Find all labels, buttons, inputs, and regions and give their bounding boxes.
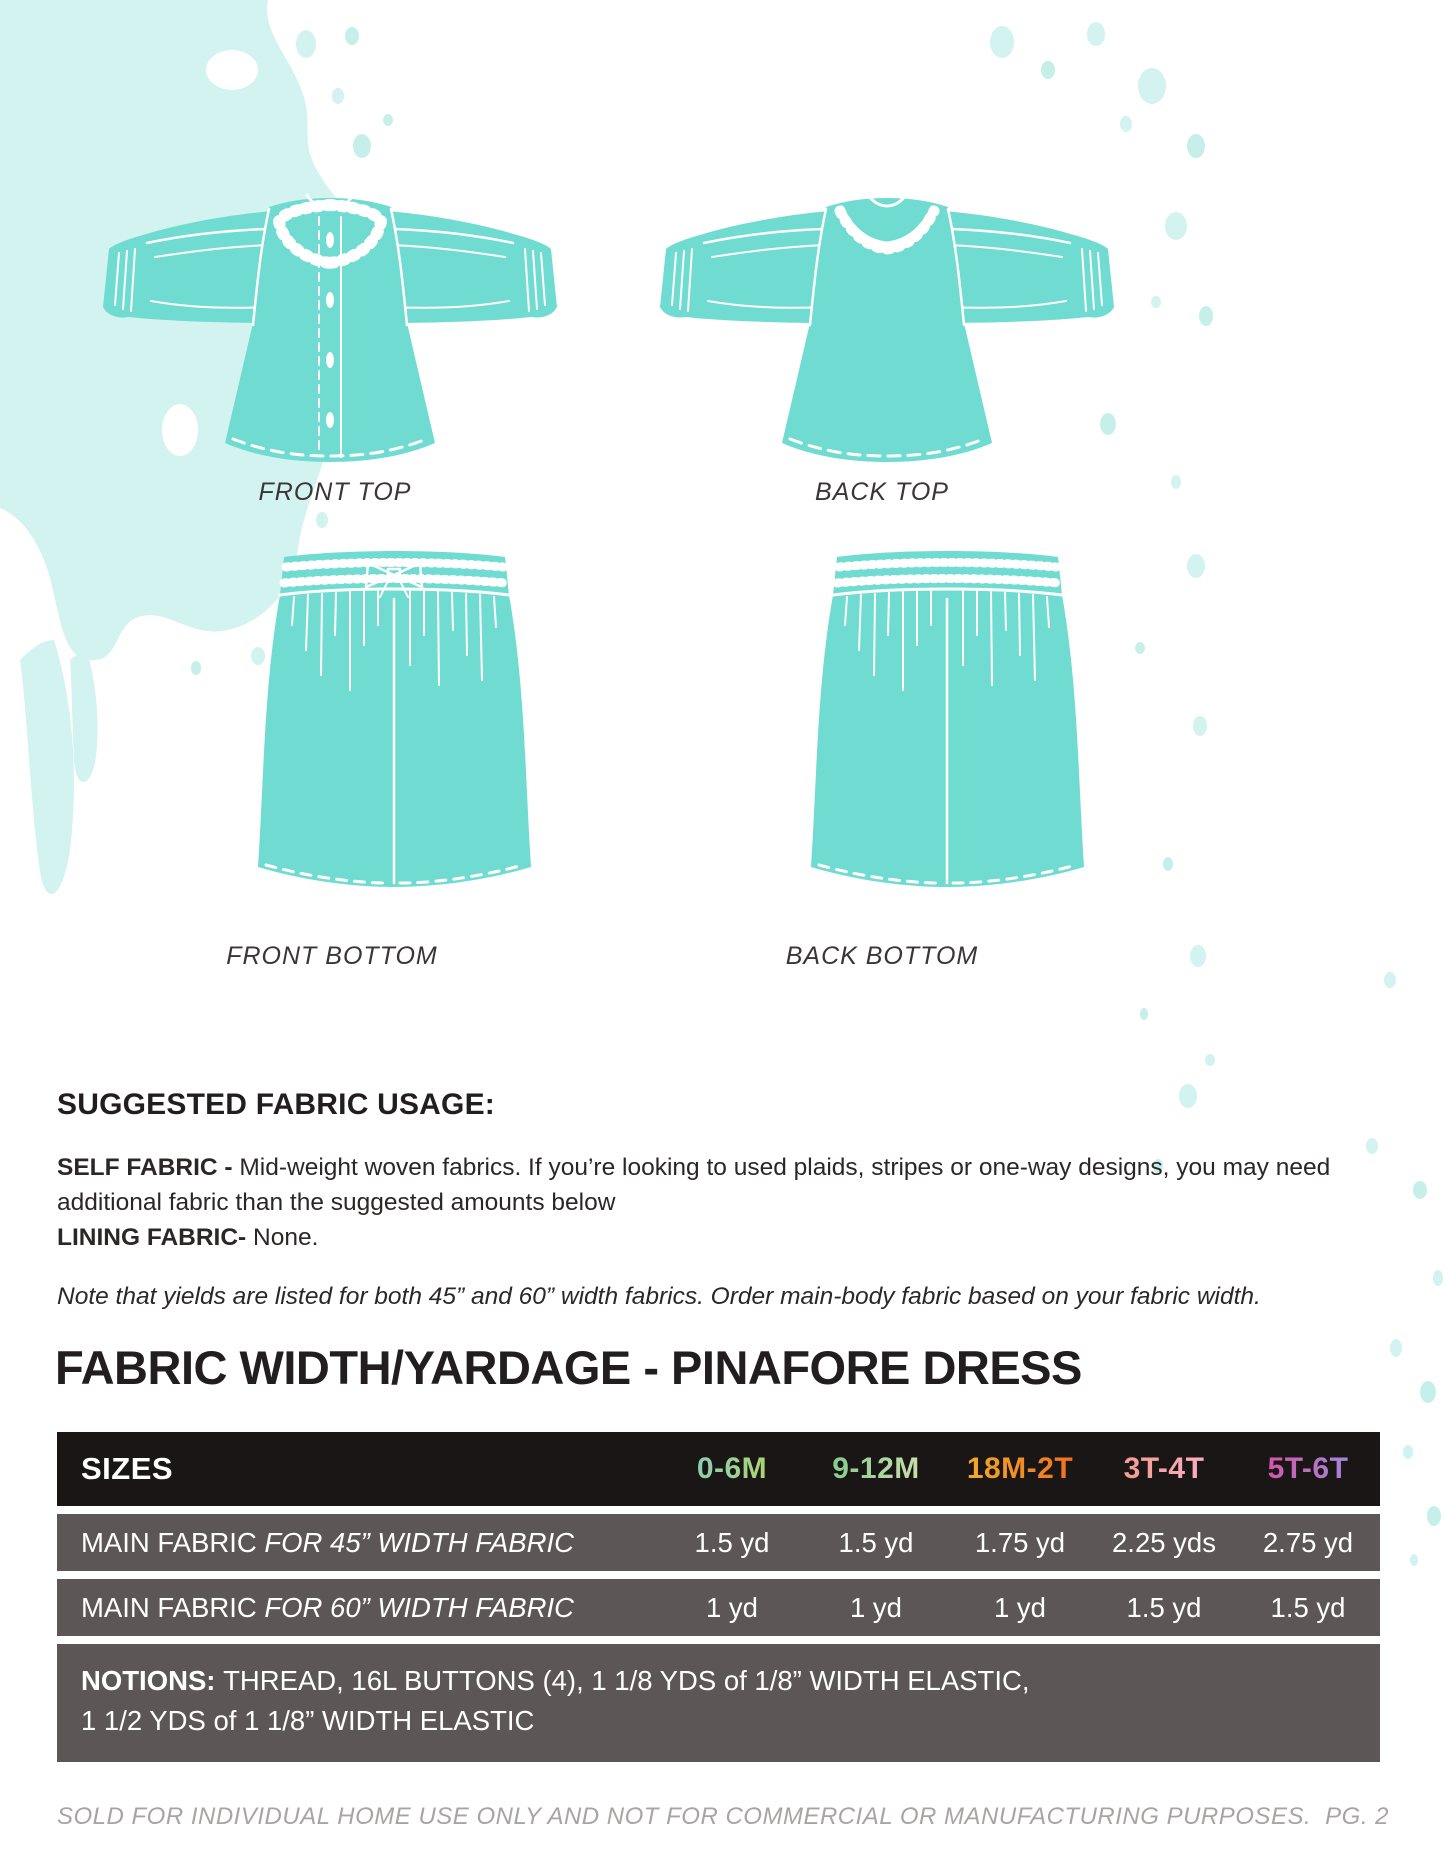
self-fabric-text: Mid-weight woven fabrics. If you’re looking to used plaids, stripes or one-way designs, you may need additional fabric than the suggested amounts below <box>57 1154 1331 1216</box>
yardage-table-header <box>57 1432 1380 1506</box>
footer-disclaimer: SOLD FOR INDIVIDUAL HOME USE ONLY AND NOT FOR COMMERCIAL OR MANUFACTURING PURPOSES. <box>57 1803 1312 1830</box>
back-top-label: BACK TOP <box>815 478 949 506</box>
suggested-fabric-usage-heading: SUGGESTED FABRIC USAGE: <box>57 1088 495 1121</box>
yardage-note: Note that yields are listed for both 45” and 60” width fabrics. Order main-body fabric based on your fabric width. <box>57 1283 1261 1310</box>
notions-line1: THREAD, 16L BUTTONS (4), 1 1/8 YDS of 1/8” WIDTH ELASTIC, <box>223 1665 1030 1696</box>
size-col-3t-4t: 3T-4T <box>1092 1452 1236 1486</box>
size-col-0-6m: 0-6M <box>660 1452 804 1486</box>
front-bottom-shorts-illustration <box>222 535 567 915</box>
value-cell: 2.75 yd <box>1262 1526 1354 1558</box>
footer-page-number: PG. 2 <box>1325 1803 1389 1830</box>
table-row-main-fabric-60 <box>57 1579 1380 1636</box>
front-top-label: FRONT TOP <box>258 478 412 506</box>
value-cell: 1.75 yd <box>974 1526 1066 1558</box>
row-label-60: MAIN FABRIC FOR 60” WIDTH FABRIC <box>81 1591 574 1623</box>
front-top-blouse-illustration <box>55 145 605 495</box>
sizes-header-label: SIZES <box>81 1451 174 1486</box>
lining-fabric-text: None. <box>253 1224 319 1251</box>
value-cell: 1.5 yd <box>1270 1591 1346 1623</box>
row-label-45: MAIN FABRIC FOR 45” WIDTH FABRIC <box>81 1526 574 1558</box>
table-row-notions <box>57 1644 1380 1762</box>
fabric-usage-paragraph <box>57 1150 1427 1255</box>
table-row-main-fabric-45 <box>57 1514 1380 1571</box>
splash-drip-2 <box>70 648 98 782</box>
value-cell: 1 yd <box>994 1591 1046 1623</box>
value-cell: 1 yd <box>850 1591 902 1623</box>
back-bottom-label: BACK BOTTOM <box>785 942 979 970</box>
value-cell: 1 yd <box>706 1591 758 1623</box>
back-top-blouse-illustration <box>612 145 1162 495</box>
back-bottom-shorts-illustration <box>775 535 1120 915</box>
lining-fabric-label: LINING FABRIC- <box>57 1224 253 1251</box>
yardage-heading: FABRIC WIDTH/YARDAGE - PINAFORE DRESS <box>55 1341 1082 1394</box>
size-col-18m-2t: 18M-2T <box>948 1452 1092 1486</box>
value-cell: 1.5 yd <box>694 1526 770 1558</box>
value-cell: 1.5 yd <box>838 1526 914 1558</box>
notions-label: NOTIONS: <box>81 1665 224 1696</box>
front-bottom-label: FRONT BOTTOM <box>226 942 438 970</box>
page-footer <box>57 1803 1389 1831</box>
self-fabric-label: SELF FABRIC - <box>57 1154 240 1181</box>
notions-line2: 1 1/2 YDS of 1 1/8” WIDTH ELASTIC <box>81 1705 535 1736</box>
value-cell: 2.25 yds <box>1112 1526 1216 1558</box>
size-columns <box>660 1452 1380 1486</box>
value-cell: 1.5 yd <box>1126 1591 1202 1623</box>
size-col-5t-6t: 5T-6T <box>1236 1452 1380 1486</box>
size-col-9-12m: 9-12M <box>804 1452 948 1486</box>
splash-drip-1 <box>20 640 74 894</box>
yardage-table <box>57 1432 1380 1762</box>
